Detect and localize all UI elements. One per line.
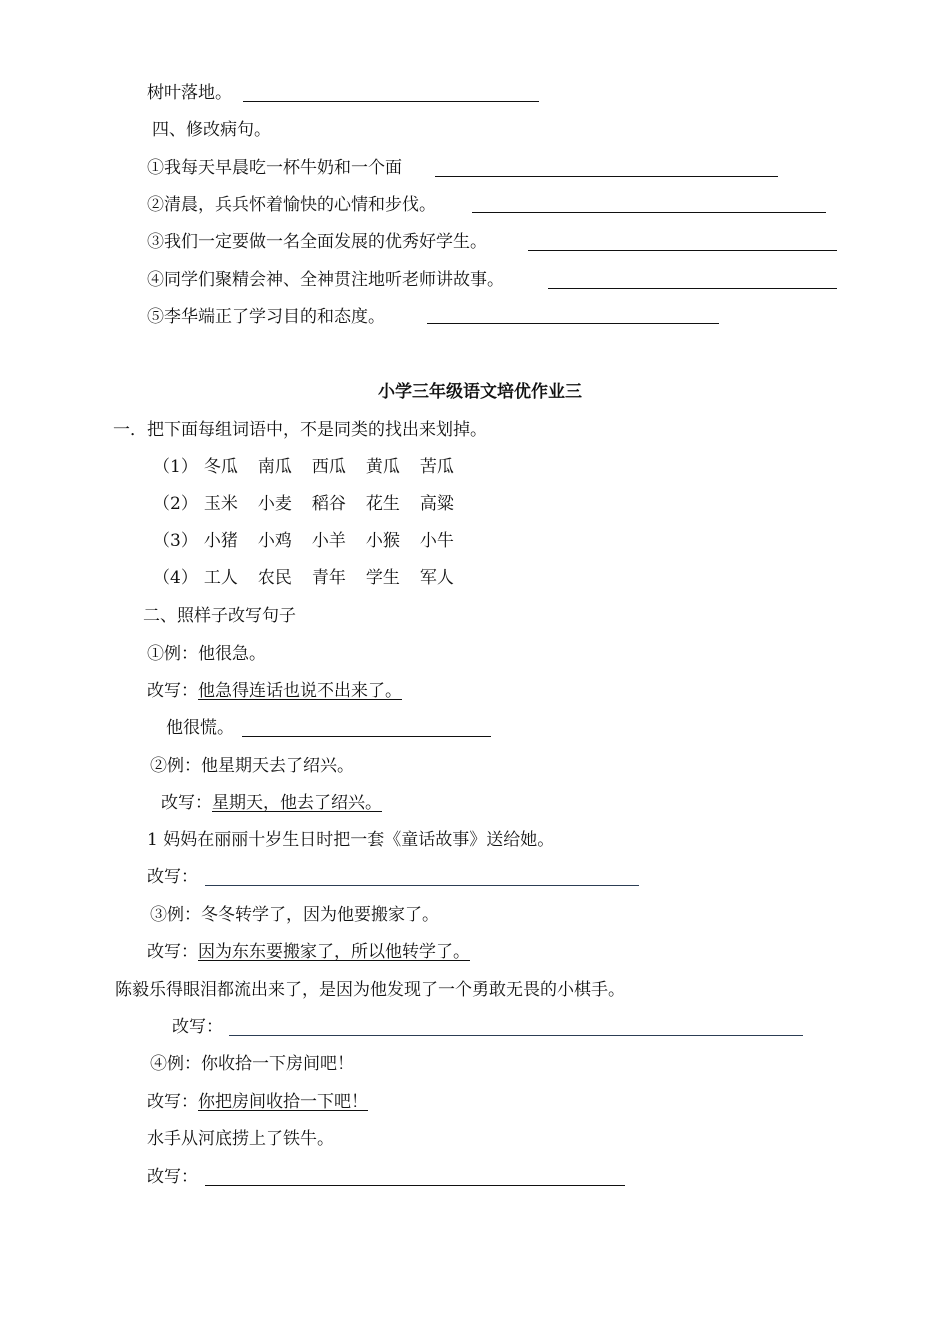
word-group-number: （3） xyxy=(153,531,198,551)
answer-blank-sentence-4[interactable] xyxy=(548,288,837,289)
example-answer-3: 因为东东要搬家了，所以他转学了。 xyxy=(198,942,470,962)
word: 冬瓜 xyxy=(203,457,238,477)
word-group-1 xyxy=(153,456,474,478)
word-group-number: （1） xyxy=(153,457,198,477)
word: 青年 xyxy=(311,568,346,588)
answer-blank-task-2[interactable] xyxy=(205,885,639,886)
task-2: 1 妈妈在丽丽十岁生日时把一套《童话故事》送给她。 xyxy=(147,830,555,850)
task-3-label: 改写： xyxy=(172,1017,223,1037)
word: 农民 xyxy=(257,568,292,588)
answer-blank-sentence-3[interactable] xyxy=(528,250,837,251)
task-4: 水手从河底捞上了铁牛。 xyxy=(147,1129,334,1149)
part-two-heading: 二、照样子改写句子 xyxy=(143,606,296,626)
word: 小牛 xyxy=(419,531,454,551)
rewrite-line-1 xyxy=(147,680,402,702)
answer-blank-task-3[interactable] xyxy=(229,1035,803,1036)
rewrite-label: 改写： xyxy=(147,942,198,962)
answer-blank-sentence-5[interactable] xyxy=(427,323,719,324)
homework-title: 小学三年级语文培优作业三 xyxy=(378,382,582,402)
example-3: ③例：冬冬转学了，因为他要搬家了。 xyxy=(150,905,439,925)
word-group-number: （4） xyxy=(153,568,198,588)
word: 西瓜 xyxy=(311,457,346,477)
word: 小鸡 xyxy=(257,531,292,551)
rewrite-line-3 xyxy=(147,941,470,963)
answer-blank-task-1[interactable] xyxy=(242,736,491,737)
task-3: 陈毅乐得眼泪都流出来了，是因为他发现了一个勇敢无畏的小棋手。 xyxy=(115,980,625,1000)
example-2: ②例：他星期天去了绍兴。 xyxy=(150,756,354,776)
example-4: ④例：你收拾一下房间吧！ xyxy=(150,1054,354,1074)
answer-blank-sentence-2[interactable] xyxy=(472,212,826,213)
task-2-label: 改写： xyxy=(147,867,198,887)
word: 工人 xyxy=(203,568,238,588)
word: 小猴 xyxy=(365,531,400,551)
word: 军人 xyxy=(419,568,454,588)
word: 稻谷 xyxy=(311,494,346,514)
word: 学生 xyxy=(365,568,400,588)
sentence-5: ⑤李华端正了学习目的和态度。 xyxy=(147,307,385,327)
word-group-2 xyxy=(153,493,474,515)
example-1: ①例：他很急。 xyxy=(147,644,266,664)
answer-blank-sentence-1[interactable] xyxy=(435,176,778,177)
task-1: 他很慌。 xyxy=(166,718,234,738)
sentence-3: ③我们一定要做一名全面发展的优秀好学生。 xyxy=(147,232,487,252)
word: 高粱 xyxy=(419,494,454,514)
word: 小麦 xyxy=(257,494,292,514)
word: 小猪 xyxy=(203,531,238,551)
sentence-1: ①我每天早晨吃一杯牛奶和一个面 xyxy=(147,158,402,178)
sentence-4: ④同学们聚精会神、全神贯注地听老师讲故事。 xyxy=(147,270,504,290)
answer-blank-leaf[interactable] xyxy=(243,101,539,102)
sentence-2: ②清晨，兵兵怀着愉快的心情和步伐。 xyxy=(147,195,436,215)
word: 花生 xyxy=(365,494,400,514)
word: 小羊 xyxy=(311,531,346,551)
word: 玉米 xyxy=(203,494,238,514)
rewrite-label: 改写： xyxy=(161,793,212,813)
rewrite-label: 改写： xyxy=(147,1092,198,1112)
part-one-heading: 一．把下面每组词语中，不是同类的找出来划掉。 xyxy=(113,420,487,440)
word: 黄瓜 xyxy=(365,457,400,477)
example-answer-4: 你把房间收拾一下吧！ xyxy=(198,1092,368,1112)
word-group-3 xyxy=(153,530,474,552)
word-group-4 xyxy=(153,567,474,589)
word: 南瓜 xyxy=(257,457,292,477)
example-answer-2: 星期天，他去了绍兴。 xyxy=(212,793,382,813)
task-4-label: 改写： xyxy=(147,1167,198,1187)
rewrite-line-2 xyxy=(161,792,382,814)
leaf-line: 树叶落地。 xyxy=(147,83,232,103)
answer-blank-task-4[interactable] xyxy=(205,1185,625,1186)
rewrite-label: 改写： xyxy=(147,681,198,701)
example-answer-1: 他急得连话也说不出来了。 xyxy=(198,681,402,701)
word-group-number: （2） xyxy=(153,494,198,514)
section-four-heading: 四、修改病句。 xyxy=(152,120,271,140)
rewrite-line-4 xyxy=(147,1091,368,1113)
word: 苦瓜 xyxy=(419,457,454,477)
